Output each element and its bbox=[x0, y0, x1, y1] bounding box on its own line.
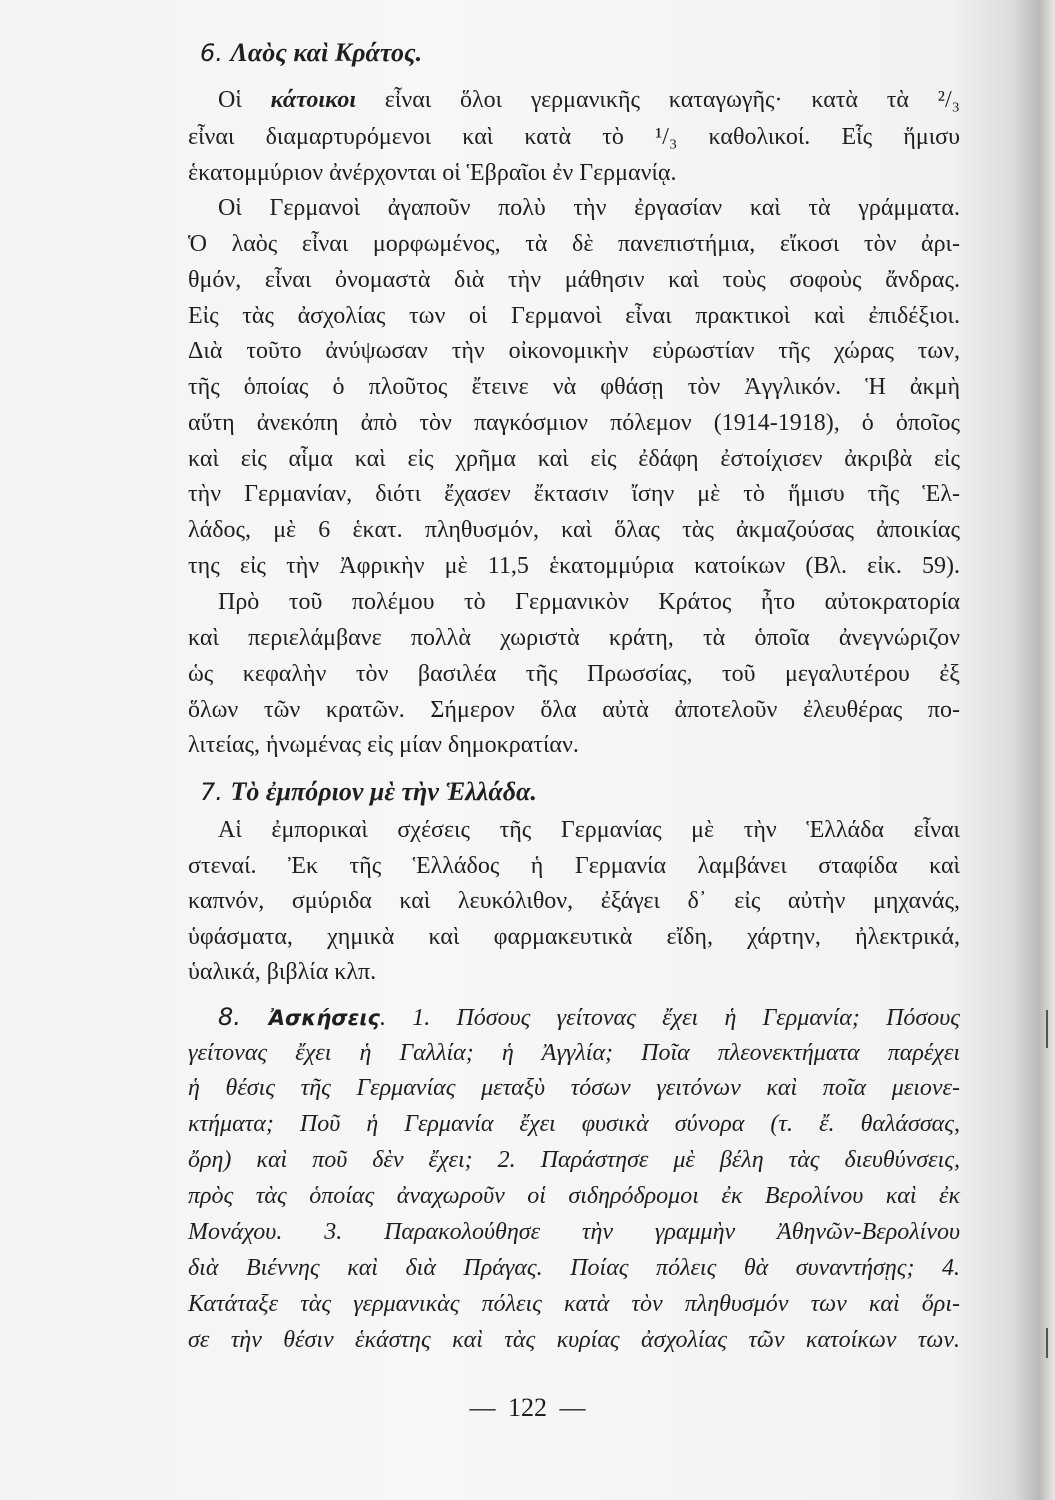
line-text: τῆς ὁποίας ὁ πλοῦτος ἔτεινε νὰ φθάσῃ τὸν Ἀγγλικόν. Ἡ ἀκμὴ bbox=[188, 374, 960, 400]
line-text: στεναί. Ἐκ τῆς Ἑλλάδος ἡ Γερμανία λαμβάνει σταφίδα καὶ bbox=[188, 853, 960, 879]
text-line bbox=[188, 227, 960, 261]
line-text: καπνόν, σμύριδα καὶ λευκόλιθον, ἐξάγει δ᾽ εἰς αὐτὴν μηχανάς, bbox=[188, 888, 960, 914]
section-number: 6. bbox=[200, 39, 231, 67]
line-text: εἶναι ὅλοι γερμανικῆς καταγωγῆς· κατὰ τὰ ²/₃ bbox=[356, 87, 961, 113]
line-text: Οἱ bbox=[218, 87, 271, 113]
line-text: Πρὸ τοῦ πολέμου τὸ Γερμανικὸν Κράτος ἦτο αὐτοκρατορία bbox=[218, 589, 960, 615]
page-edge-mark bbox=[1046, 1328, 1048, 1358]
line-text: λάδος, μὲ 6 ἑκατ. πληθυσμόν, καὶ ὅλας τὰς ἀκμαζούσας ἀποικίας bbox=[188, 517, 960, 543]
line-text: ὅλων τῶν κρατῶν. Σήμερον ὅλα αὐτὰ ἀποτελοῦν ἐλευθέρας πο- bbox=[188, 697, 960, 723]
exercise-line bbox=[188, 1179, 960, 1213]
emphasized-text: Ἀσκήσεις bbox=[268, 1006, 380, 1030]
text-line bbox=[188, 657, 960, 691]
line-text: ὡς κεφαλὴν τὸν βασιλέα τῆς Πρωσσίας, τοῦ μεγαλυτέρου ἐξ bbox=[188, 661, 960, 687]
exercise-line bbox=[188, 1143, 960, 1177]
text-line bbox=[188, 513, 960, 547]
exercise-line bbox=[188, 1215, 960, 1249]
line-text: Διὰ τοῦτο ἀνύψωσαν τὴν οἰκονομικὴν εὐρωστίαν τῆς χώρας των, bbox=[188, 338, 960, 364]
line-text: πρὸς τὰς ὁποίας ἀναχωροῦν οἱ σιδηρόδρομοι ἐκ Βερολίνου καὶ ἐκ bbox=[188, 1183, 960, 1209]
text-line bbox=[188, 477, 960, 511]
line-text: ὑαλικά, βιβλία κλπ. bbox=[188, 959, 377, 985]
text-line bbox=[218, 585, 960, 619]
line-text: Μονάχου. 3. Παρακολούθησε τὴν γραμμὴν Ἀθηνῶν-Βερολίνου bbox=[188, 1219, 960, 1245]
section-heading bbox=[200, 36, 422, 70]
exercise-line bbox=[188, 1323, 960, 1357]
page-edge-mark bbox=[1046, 1010, 1048, 1048]
text-line bbox=[188, 334, 960, 368]
text-line bbox=[188, 621, 960, 655]
exercise-line bbox=[188, 1287, 960, 1321]
line-text: θμόν, εἶναι ὀνομαστὰ διὰ τὴν μάθησιν καὶ τοὺς σοφοὺς ἄνδρας. bbox=[188, 267, 960, 293]
line-text: αὕτη ἀνεκόπη ἀπὸ τὸν παγκόσμιον πόλεμον (1914-1918), ὁ ὁποῖος bbox=[188, 410, 960, 436]
line-text: ἑκατομμύριον ἀνέρχονται οἱ Ἑβραῖοι ἐν Γερμανίᾳ. bbox=[188, 160, 677, 186]
text-line bbox=[188, 884, 960, 918]
text-line bbox=[188, 920, 960, 954]
text-line bbox=[188, 370, 960, 404]
exercise-line bbox=[188, 1107, 960, 1141]
text-line bbox=[188, 156, 960, 190]
exercise-line bbox=[188, 1251, 960, 1285]
text-line bbox=[218, 191, 960, 225]
text-line bbox=[188, 406, 960, 440]
text-line bbox=[188, 849, 960, 883]
line-text: Εἰς τὰς ἀσχολίας των οἱ Γερμανοὶ εἶναι πρακτικοὶ καὶ ἐπιδέξιοι. bbox=[188, 303, 960, 329]
text-line bbox=[188, 693, 960, 727]
line-text: καὶ εἰς αἷμα καὶ εἰς χρῆμα καὶ εἰς ἐδάφη ἐστοίχισεν ἀκριβὰ εἰς bbox=[188, 446, 960, 472]
line-text: Οἱ Γερμανοὶ ἀγαποῦν πολὺ τὴν ἐργασίαν καὶ τὰ γράμματα. bbox=[218, 195, 960, 221]
line-text: καὶ περιελάμβανε πολλὰ χωριστὰ κράτη, τὰ ὁποῖα ἀνεγνώριζον bbox=[188, 625, 960, 651]
line-text: . 1. Πόσους γείτονας ἔχει ἡ Γερμανία; Πόσους bbox=[379, 1005, 961, 1031]
line-text: τὴν Γερμανίαν, διότι ἔχασεν ἔκτασιν ἴσην μὲ τὸ ἥμισυ τῆς Ἑλ- bbox=[188, 481, 960, 507]
text-line bbox=[188, 263, 960, 297]
line-text: Κατάταξε τὰς γερμανικὰς πόλεις κατὰ τὸν πληθυσμόν των καὶ ὅρι- bbox=[188, 1291, 960, 1317]
text-line bbox=[188, 299, 960, 333]
line-text: της εἰς τὴν Ἀφρικὴν μὲ 11,5 ἑκατομμύρια κατοίκων (Βλ. εἰκ. 59). bbox=[188, 553, 960, 579]
exercise-line bbox=[188, 1036, 960, 1070]
line-text: λιτείας, ἡνωμένας εἰς μίαν δημοκρατίαν. bbox=[188, 732, 579, 758]
line-text: ἡ θέσις τῆς Γερμανίας μεταξὺ τόσων γειτόνων καὶ ποῖα μειονε- bbox=[188, 1075, 960, 1101]
text-line bbox=[188, 120, 960, 154]
emphasized-text: κάτοικοι bbox=[270, 87, 357, 113]
line-text: ὑφάσματα, χημικὰ καὶ φαρμακευτικὰ εἴδη, χάρτην, ἠλεκτρικά, bbox=[188, 924, 960, 950]
line-text: Αἱ ἐμπορικαὶ σχέσεις τῆς Γερμανίας μὲ τὴν Ἑλλάδα εἶναι bbox=[218, 817, 960, 843]
section-number: 8. bbox=[218, 1003, 269, 1031]
text-line bbox=[188, 549, 960, 583]
exercise-line bbox=[188, 1071, 960, 1105]
line-text: κτήματα; Ποῦ ἡ Γερμανία ἔχει φυσικὰ σύνορα (τ. ἔ. θαλάσσας, bbox=[188, 1111, 960, 1137]
line-text: εἶναι διαμαρτυρόμενοι καὶ κατὰ τὸ ¹/₃ καθολικοί. Εἷς ἥμισυ bbox=[188, 124, 960, 150]
emphasized-text: Λαὸς καὶ Κράτος. bbox=[230, 38, 423, 67]
text-line bbox=[218, 813, 960, 847]
text-line bbox=[218, 83, 960, 117]
section-heading bbox=[200, 775, 537, 809]
line-text: Ὁ λαὸς εἶναι μορφωμένος, τὰ δὲ πανεπιστήμια, εἴκοσι τὸν ἀρι- bbox=[188, 231, 960, 257]
text-line bbox=[188, 442, 960, 476]
line-text: γείτονας ἔχει ἡ Γαλλία; ἡ Ἀγγλία; Ποῖα πλεονεκτήματα παρέχει bbox=[188, 1040, 960, 1066]
exercise-line bbox=[218, 1000, 960, 1034]
line-text: διὰ Βιέννης καὶ διὰ Πράγας. Ποίας πόλεις θὰ συναντήσῃς; 4. bbox=[188, 1255, 960, 1281]
text-line bbox=[188, 728, 960, 762]
page-number: — 122 — bbox=[469, 1393, 586, 1422]
section-number: 7. bbox=[200, 778, 231, 806]
line-text: σε τὴν θέσιν ἑκάστης καὶ τὰς κυρίας ἀσχολίας τῶν κατοίκων των. bbox=[188, 1327, 960, 1353]
line-text: ὄρη) καὶ ποῦ δὲν ἔχει; 2. Παράστησε μὲ βέλη τὰς διευθύνσεις, bbox=[188, 1147, 960, 1173]
text-line bbox=[188, 955, 960, 989]
emphasized-text: Τὸ ἐμπόριον μὲ τὴν Ἑλλάδα. bbox=[230, 777, 537, 806]
